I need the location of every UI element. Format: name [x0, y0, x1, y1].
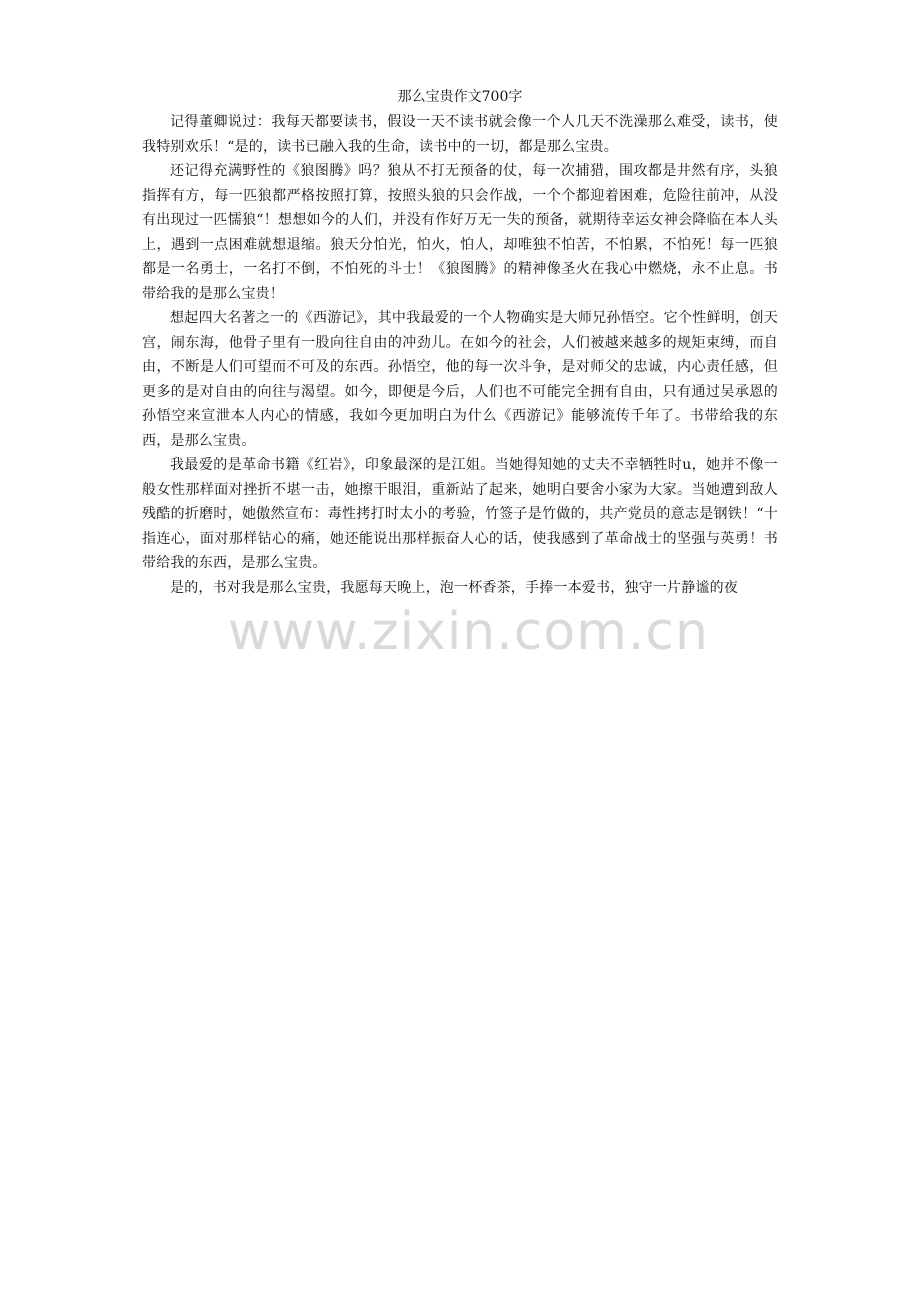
- paragraph-2: 还记得充满野性的《狼图腾》吗？狼从不打无预备的仗，每一次捕猎，围攻都是井然有序，头狼指挥有方，每一匹狼都严格按照打算，按照头狼的只会作战，一个个都迎着困难，危险往前冲，从没有出现过一匹懦狼“！想想如今的人们，并没有作好万无一失的预备，就期待幸运女神会降临在本人头上，遇到一点困难就想退缩。狼天分怕光，怕火，怕人，却唯独不怕苦，不怕累，不怕死！每一匹狼都是一名勇士，一名打不倒，不怕死的斗士！《狼图腾》的精神像圣火在我心中燃烧，永不止息。书带给我的是那么宝贵！: [142, 163, 778, 302]
- paragraph-4: 我最爱的是革命书籍《红岩》，印象最深的是江姐。当她得知她的丈夫不幸牺牲时u，她并不像一般女性那样面对挫折不堪一击，她擦干眼泪，重新站了起来，她明白要舍小家为大家。当她遭到敌人残酷的折磨时，她傲然宣布：毒性拷打时太小的考验，竹签子是竹做的，共产党员的意志是钢铁！“十指连心，面对那样钻心的痛，她还能说出那样振奋人心的话，使我感到了革命战士的坚强与英勇！书带给我的东西，是那么宝贵。: [142, 457, 778, 571]
- paragraph-1: 记得董卿说过：我每天都要读书，假设一天不读书就会像一个人几天不洗澡那么难受，读书，使我特别欢乐！“是的，读书已融入我的生命，读书中的一切，都是那么宝贵。: [142, 114, 778, 155]
- paragraph-3: 想起四大名著之一的《西游记》，其中我最爱的一个人物确实是大师兄孙悟空。它个性鲜明，创天宫，闹东海，他骨子里有一股向往自由的冲劲儿。在如今的社会，人们被越来越多的规矩束缚，而自由，不断是人们可望而不可及的东西。孙悟空，他的每一次斗争，是对师父的忠诚，内心责任感，但更多的是对自由的向往与渴望。如今，即便是今后，人们也不可能完全拥有自由，只有通过吴承恩的孙悟空来宣泄本人内心的情感，我如今更加明白为什么《西游记》能够流传千年了。书带给我的东西，是那么宝贵。: [142, 310, 778, 449]
- paragraph-5: 是的，书对我是那么宝贵，我愿每天晚上，泡一杯香茶，手捧一本爱书，独守一片静谧的夜: [170, 579, 738, 596]
- watermark: www.zixin.com.cn: [228, 602, 709, 662]
- document-title: 那么宝贵作文700字: [397, 89, 523, 105]
- document-page: [142, 86, 778, 600]
